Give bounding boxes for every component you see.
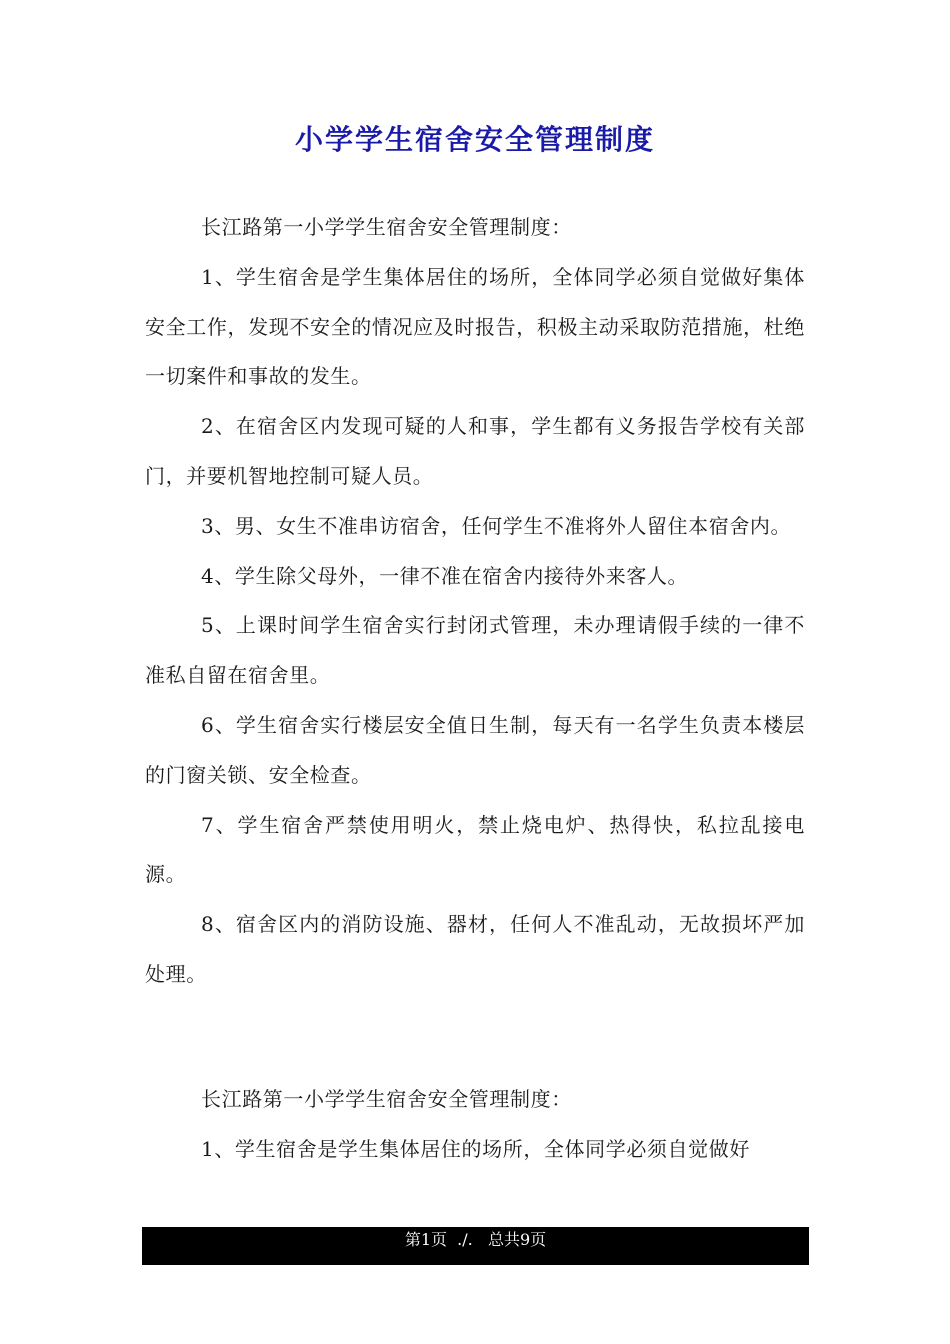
rule-item-8: 8、宿舍区内的消防设施、器材，任何人不准乱动，无故损坏严加处理。 (145, 912, 805, 986)
rule-item-1: 1、学生宿舍是学生集体居住的场所，全体同学必须自觉做好集体安全工作，发现不安全的情况应及时报告，积极主动采取防范措施，杜绝一切案件和事故的发生。 (145, 264, 805, 389)
rule-item-3: 3、男、女生不准串访宿舍，任何学生不准将外人留住本宿舍内。 (201, 513, 792, 538)
rule-item-6: 6、学生宿舍实行楼层安全值日生制，每天有一名学生负责本楼层的门窗关锁、安全检查。 (145, 712, 805, 787)
rule-item-4: 4、学生除父母外，一律不准在宿舍内接待外来客人。 (201, 563, 689, 588)
section2-intro: 长江路第一小学学生宿舍安全管理制度： (201, 1086, 572, 1111)
rule-item-2: 2、在宿舍区内发现可疑的人和事，学生都有义务报告学校有关部门，并要机智地控制可疑人员。 (145, 414, 805, 488)
document-body (145, 203, 805, 1174)
document-title: 小学学生宿舍安全管理制度 (294, 123, 655, 156)
page-footer-bar (142, 1227, 809, 1265)
section1-intro: 长江路第一小学学生宿舍安全管理制度： (201, 215, 572, 239)
rule-item-5: 5、上课时间学生宿舍实行封闭式管理，未办理请假手续的一律不准私自留在宿舍里。 (145, 613, 805, 688)
rule-item-7: 7、学生宿舍严禁使用明火，禁止烧电炉、热得快，私拉乱接电源。 (145, 812, 805, 887)
section2-rule-item-1: 1、学生宿舍是学生集体居住的场所，全体同学必须自觉做好 (201, 1136, 750, 1161)
section-spacer (145, 1000, 805, 1075)
page-indicator: 第1页 ./. 总共9页 (404, 1230, 547, 1249)
